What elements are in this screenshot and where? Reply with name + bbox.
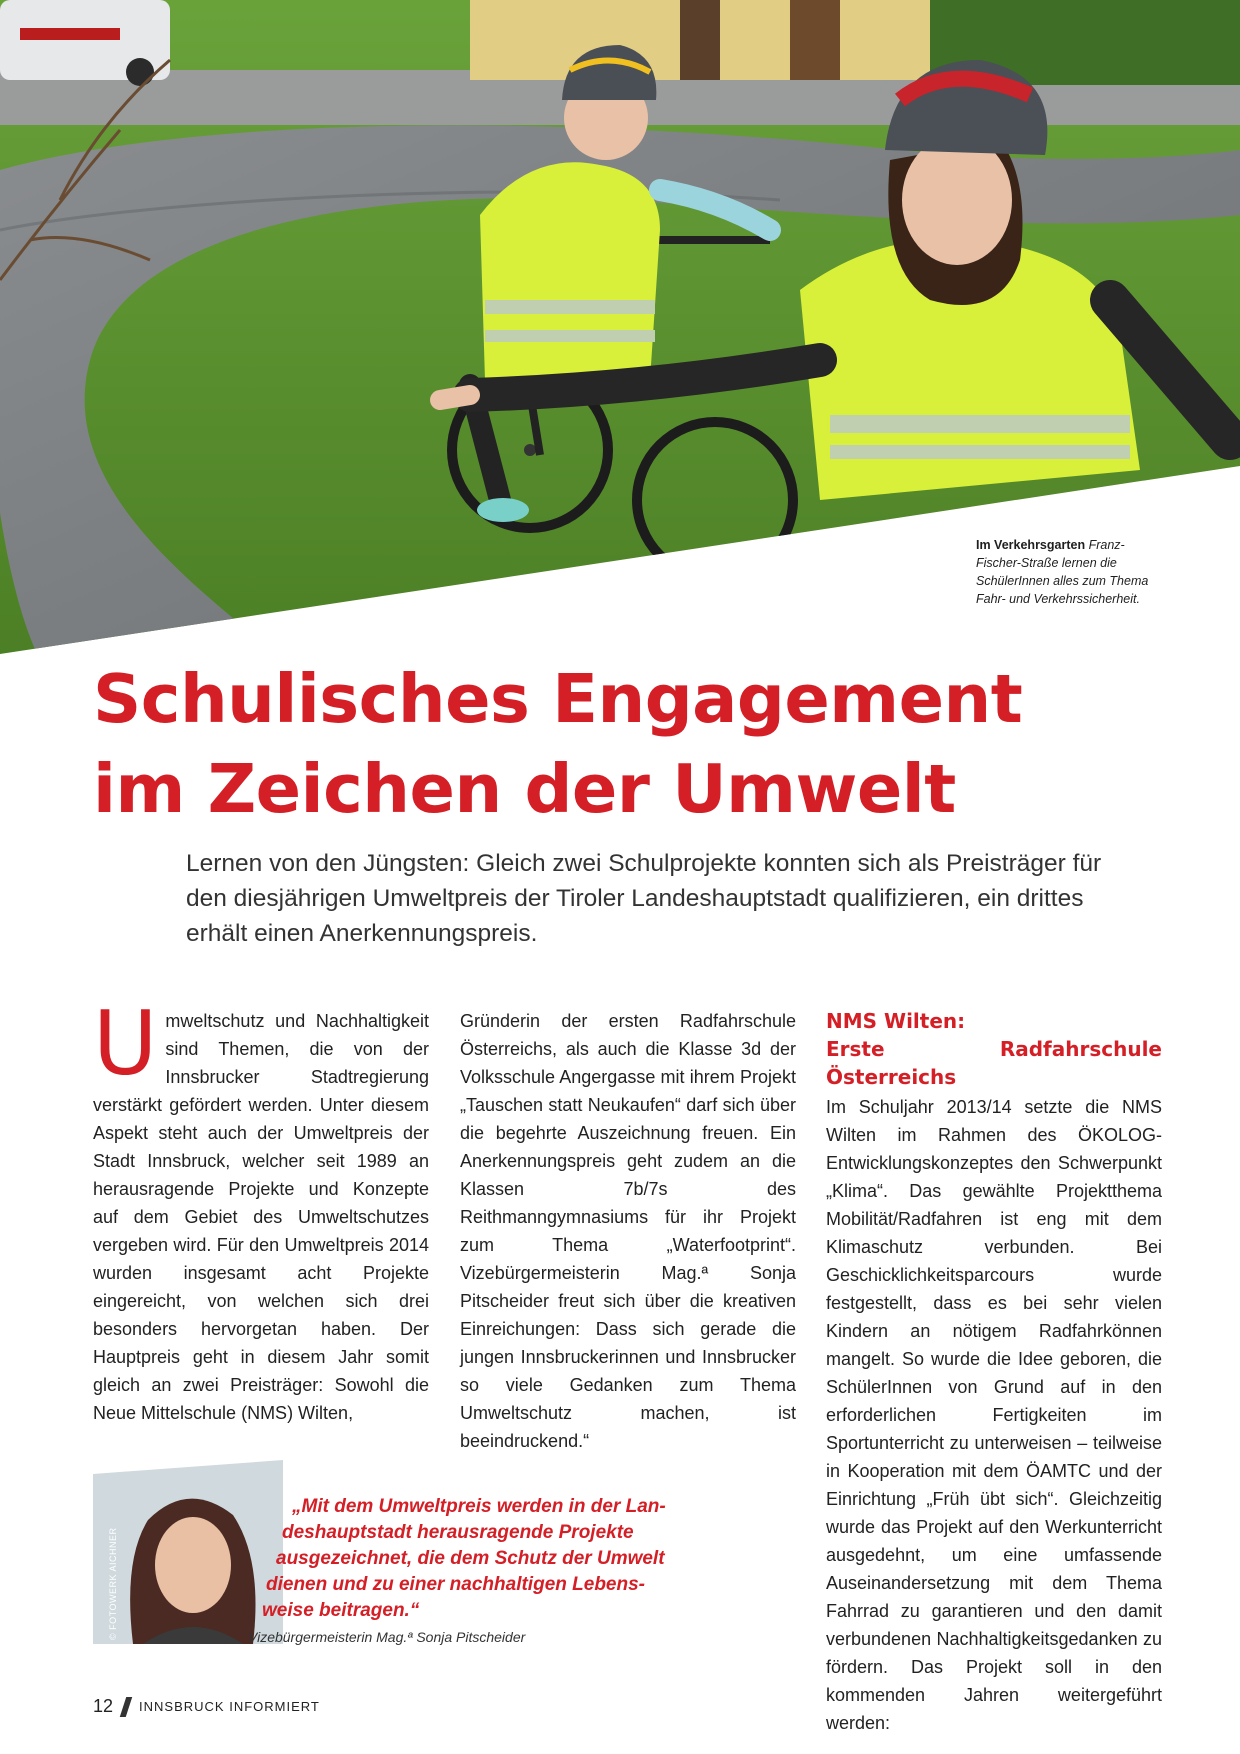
body-text: Gründerin der ersten Radfahrschule Österreichs, als auch die Klasse 3d der Volksschule Angergasse mit ihrem Projekt „Tauschen statt Neukaufen“ darf sich über die begehrte Auszeichnung freuen. Ein Anerkennungspreis geht zudem an die Klassen 7b/7s des Reithmanngymnasiums für ihr Projekt zum Thema „Waterfootprint“. Vizebürgermeisterin Mag.ª Sonja Pitscheider freut sich über die kreativen Einreichungen: Dass sich gerade die jungen Innsbruckerinnen und Innsbrucker so viele Gedanken zum Thema Umweltschutz machen, ist beeindruckend.“ — [460, 1011, 796, 1451]
portrait-illustration — [93, 1460, 283, 1644]
body-text: Im Schuljahr 2013/14 setzte die NMS Wilten im Rahmen des ÖKOLOG-Entwicklungskonzeptes den Schwerpunkt „Klima“. Das gewählte Projektthema Mobilität/Radfahren ist eng mit dem Klimaschutz verbunden. Bei Geschicklichkeitsparcours wurde festgestellt, dass es bei sehr vielen Kindern an nötigem Radfahrkönnen mangelt. So wurde die Idee geboren, die SchülerInnen von Grund auf in den erforderlichen Fertigkeiten im Sportunterricht zu unterweisen – teilweise in Kooperation mit dem ÖAMTC und der Einrichtung „Früh übt sich“. Gleichzeitig wurde das Projekt auf den Werkunterricht ausgedehnt, um eine umfassende Auseinandersetzung mit dem Thema Fahrrad zu garantieren und den damit verbundenen Nachhaltigkeitsgedanken zu fördern. Das Projekt soll in den kommenden Jahren weitergeführt werden: — [826, 1097, 1162, 1733]
section-heading — [826, 1007, 1162, 1091]
page-footer — [93, 1696, 320, 1717]
magazine-title: INNSBRUCK INFORMIERT — [139, 1699, 320, 1714]
body-column-1 — [93, 992, 429, 1427]
reflective-stripe — [830, 445, 1130, 459]
caption-text: Franz-Fischer-Straße lernen die SchülerInnen alles zum Thema Fahr- und Verkehrssicherheit. — [976, 538, 1149, 606]
caption-lead: Im Verkehrsgarten — [976, 538, 1086, 552]
door — [680, 0, 720, 80]
quote-line: dienen und zu einer nachhaltigen Lebens- — [266, 1574, 645, 1595]
face — [155, 1517, 231, 1613]
headline-line-1: Schulisches Engagement — [93, 660, 1023, 738]
car-wheel — [126, 58, 154, 86]
body-text: mweltschutz und Nachhaltigkeit sind Themen, die von der Innsbrucker Stadtregierung verstärkt gefördert werden. Unter diesem Aspekt steht auch der Umweltpreis der Stadt Innsbruck, welcher seit 1989 an herausragende Projekte und Konzepte auf dem Gebiet des Umweltschutzes vergeben wird. Für den Umweltpreis 2014 wurden insgesamt acht Projekte eingereicht, von welchen sich drei besonders hervorgetan haben. Der Hauptpreis geht in diesem Jahr somit gleich an zwei Preisträger: Sowohl die Neue Mittelschule (NMS) Wilten, — [93, 1011, 429, 1423]
safety-vest — [480, 162, 660, 380]
section-heading-line-2: Erste Radfahrschule Österreichs — [826, 1037, 1162, 1089]
page-number: 12 — [93, 1696, 114, 1716]
police-stripe — [20, 28, 120, 40]
quote-line: „Mit dem Umweltpreis werden in der Lan- — [292, 1496, 666, 1517]
reflective-stripe — [830, 415, 1130, 433]
drop-cap: U — [93, 992, 158, 1095]
body-column-2 — [460, 1007, 796, 1455]
reflective-stripe — [485, 300, 655, 314]
body-column-3 — [826, 1007, 1162, 1737]
headline-line-2: im Zeichen der Umwelt — [93, 750, 956, 828]
reflective-stripe — [485, 330, 655, 342]
quote-author: Vizebürgermeisterin Mag.ª Sonja Pitscheider — [248, 1629, 526, 1645]
face — [902, 135, 1012, 265]
quote-line: weise beitragen.“ — [262, 1600, 420, 1621]
pull-quote — [262, 1494, 666, 1624]
photo-caption — [976, 536, 1166, 608]
bike-hub — [524, 444, 536, 456]
headline — [93, 654, 1022, 834]
quote-line: ausgezeichnet, die dem Schutz der Umwelt — [276, 1548, 665, 1569]
slash-divider — [120, 1697, 132, 1717]
hand — [440, 395, 470, 400]
door — [790, 0, 840, 80]
photo-credit: © FOTOWERK AICHNER — [108, 1527, 118, 1640]
portrait-photo — [93, 1460, 283, 1644]
section-heading-line-1: NMS Wilten: — [826, 1009, 966, 1033]
quote-line: deshauptstadt herausragende Projekte — [282, 1522, 634, 1543]
shoe — [477, 498, 529, 522]
lead-paragraph: Lernen von den Jüngsten: Gleich zwei Schulprojekte konnten sich als Preisträger für den diesjährigen Umweltpreis der Tiroler Landeshauptstadt qualifizieren, ein drittes erhält einen Anerkennungspreis. — [186, 850, 1102, 947]
